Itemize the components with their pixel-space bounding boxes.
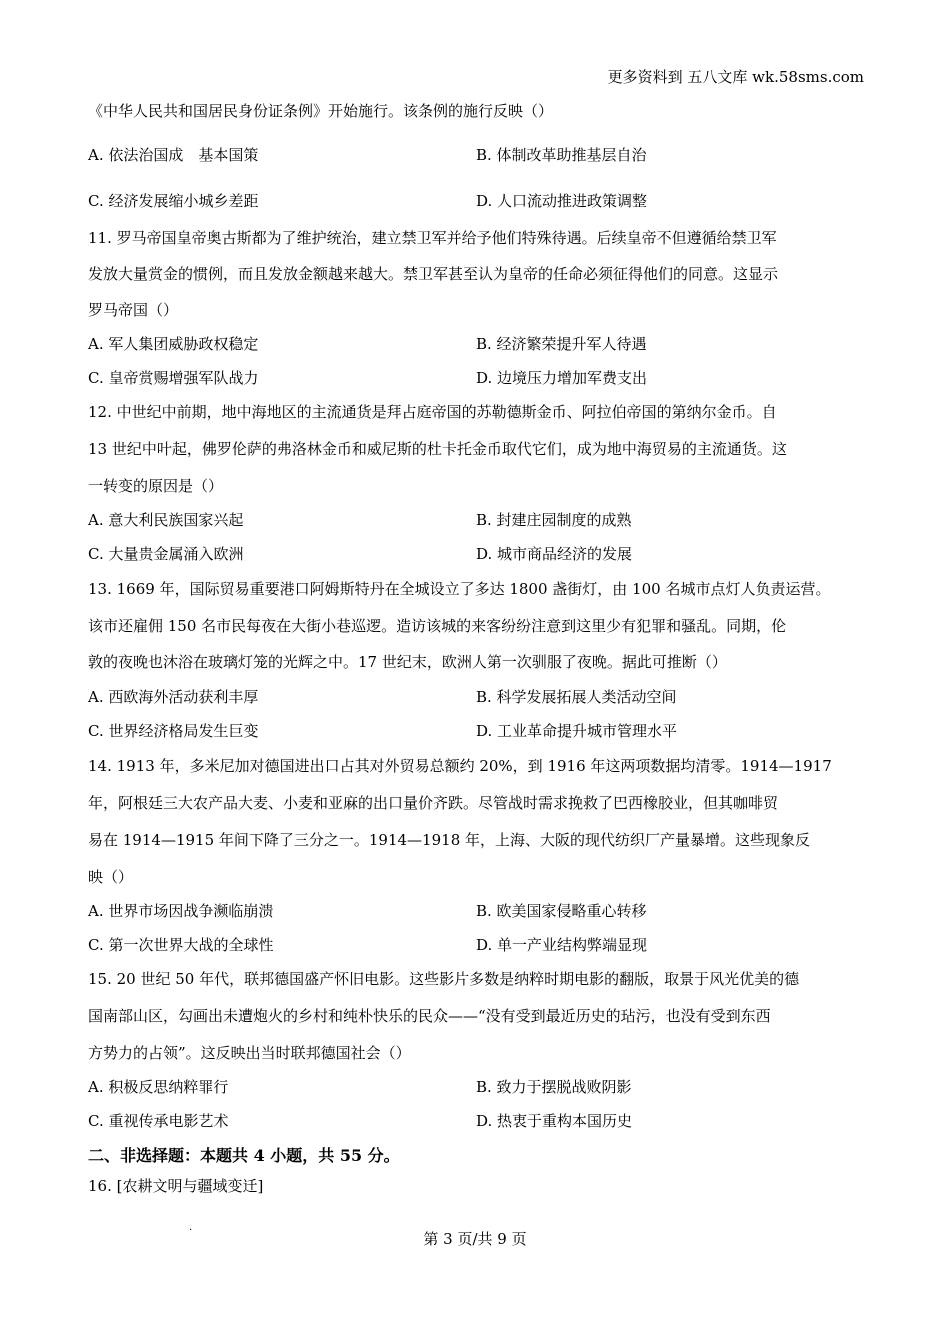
q11-option-d: D. 边境压力增加军费支出 [476,369,648,387]
q13-stem-line: 13. 1669 年，国际贸易重要港口阿姆斯特丹在全城设立了多达 1800 盏街灯，由 100 名城市点灯人负责运营。 [88,580,831,598]
q10-option-a: A. 依法治国成 基本国策 [88,146,259,164]
q14-option-c: C. 第一次世界大战的全球性 [88,936,274,954]
q12-option-a: A. 意大利民族国家兴起 [88,511,244,529]
q10-stem: 《中华人民共和国居民身份证条例》开始施行。该条例的施行反映（） [88,102,554,120]
q11-stem-line: 发放大量赏金的惯例，而且发放金额越来越大。禁卫军甚至认为皇帝的任命必须征得他们的同意。这显示 [88,265,779,283]
q14-stem-line: 映（） [88,868,134,886]
q11-stem-line: 11. 罗马帝国皇帝奥古斯都为了维护统治，建立禁卫军并给予他们特殊待遇。后续皇帝不但遵循给禁卫军 [88,229,777,247]
page-header-source: 更多资料到 五八文库 wk.58sms.com [607,68,864,86]
q14-stem-line: 易在 1914—1915 年间下降了三分之一。1914—1918 年，上海、大阪的现代纺织厂产量暴增。这些现象反 [88,831,811,849]
q12-stem-line: 13 世纪中叶起，佛罗伦萨的弗洛林金币和威尼斯的杜卡托金币取代它们，成为地中海贸易的主流通货。这 [88,440,787,458]
q15-option-b: B. 致力于摆脱战败阴影 [476,1078,632,1096]
q13-option-b: B. 科学发展拓展人类活动空间 [476,688,677,706]
q15-stem-line: 国南部山区，勾画出未遭炮火的乡村和纯朴快乐的民众——“没有受到最近历史的玷污，也没有受到东西 [88,1007,771,1025]
q14-stem-line: 14. 1913 年，多米尼加对德国进出口占其对外贸易总额约 20%，到 1916 年这两项数据均清零。1914—1917 [88,757,832,775]
q13-option-c: C. 世界经济格局发生巨变 [88,722,259,740]
q12-option-c: C. 大量贵金属涌入欧洲 [88,545,244,563]
q15-stem-line: 15. 20 世纪 50 年代，联邦德国盛产怀旧电影。这些影片多数是纳粹时期电影的翻版，取景于风光优美的德 [88,970,800,988]
q15-stem-line: 方势力的占领”。这反映出当时联邦德国社会（） [88,1044,411,1062]
q12-stem-line: 一转变的原因是（） [88,477,224,495]
q13-stem-line: 敦的夜晚也沐浴在玻璃灯笼的光辉之中。17 世纪末，欧洲人第一次驯服了夜晚。据此可推断（） [88,653,727,671]
q14-option-b: B. 欧美国家侵略重心转移 [476,902,647,920]
q16-title: 16. [农耕文明与疆域变迁] [88,1177,264,1195]
q11-option-a: A. 军人集团威胁政权稳定 [88,335,259,353]
q10-option-c: C. 经济发展缩小城乡差距 [88,192,259,210]
q14-option-d: D. 单一产业结构弊端显现 [476,936,648,954]
q13-option-a: A. 西欧海外活动获利丰厚 [88,688,259,706]
q15-option-c: C. 重视传承电影艺术 [88,1112,229,1130]
page-number-footer: 第 3 页/共 9 页 [423,1230,527,1248]
q11-option-c: C. 皇帝赏赐增强军队战力 [88,369,259,387]
q11-option-b: B. 经济繁荣提升军人待遇 [476,335,647,353]
q10-option-b: B. 体制改革助推基层自治 [476,146,647,164]
q13-stem-line: 该市还雇佣 150 名市民每夜在大街小巷巡逻。造访该城的来客纷纷注意到这里少有犯罪和骚乱。同期，伦 [88,617,787,635]
section-heading: 二、非选择题：本题共 4 小题，共 55 分。 [88,1146,400,1165]
stray-dot-mark: · [189,1225,193,1236]
q12-option-b: B. 封建庄园制度的成熟 [476,511,632,529]
q12-stem-line: 12. 中世纪中前期，地中海地区的主流通货是拜占庭帝国的苏勒德斯金币、阿拉伯帝国的第纳尔金币。自 [88,403,777,421]
q14-stem-line: 年，阿根廷三大农产品大麦、小麦和亚麻的出口量价齐跌。尽管战时需求挽救了巴西橡胶业，但其咖啡贸 [88,794,779,812]
q10-option-d: D. 人口流动推进政策调整 [476,192,648,210]
q13-option-d: D. 工业革命提升城市管理水平 [476,722,678,740]
q11-stem-line: 罗马帝国（） [88,301,179,319]
q15-option-d: D. 热衷于重构本国历史 [476,1112,633,1130]
q12-option-d: D. 城市商品经济的发展 [476,545,633,563]
q14-option-a: A. 世界市场因战争濒临崩溃 [88,902,274,920]
q15-option-a: A. 积极反思纳粹罪行 [88,1078,229,1096]
